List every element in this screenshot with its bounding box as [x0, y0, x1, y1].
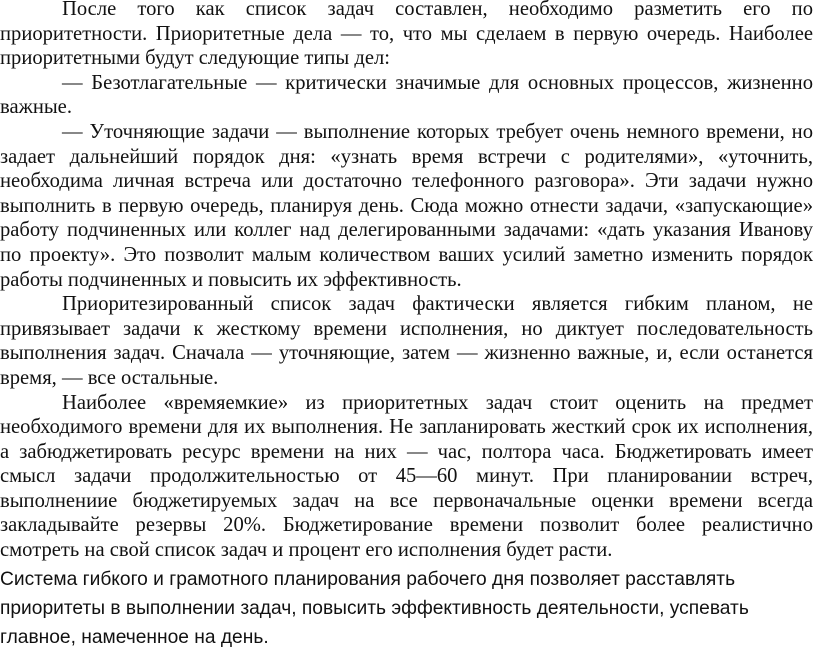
paragraph-time-budgeting: Наиболее «времяемкие» из приоритетных задач стоит оценить на предмет необходимого времени для их выполнения. Не запланировать жесткий срок их исполнения, а забюджетировать ресурс времени на них — час, полтора часа. Бюджетировать имеет смысл задачи продолжительностью от 45—60 минут. При планировании встреч, выполнениие бюджетируемых задач на все первоначальные оценки времени всегда закладывайте резервы 20%. Бюджетирование времени позволит более реалистично смотреть на свой список задач и процент его исполнения будет расти.: [0, 391, 813, 562]
closing-statement: Система гибкого и грамотного планирования рабочего дня позволяет расставлять приоритеты в выполнении задач, повысить эффективность деятельности, успевать главное, намеченное на день.: [0, 568, 749, 648]
paragraph-urgent-tasks: — Безотлагательные — критически значимые для основных процессов, жизненно важные.: [0, 71, 813, 119]
paragraph-priorities-intro: После того как список задач составлен, необходимо разметить его по приоритетности. Приоритетные дела — то, что мы сделаем в первую очередь. Наиболее приоритетными будут следующие типы дел:: [0, 0, 813, 70]
paragraph-flexible-plan: Приоритезированный список задач фактически является гибким планом, не привязывает задачи к жесткому времени исполнения, но диктует последовательность выполнения задач. Сначала — уточняющие, затем — жизненно важные, и, если останется время, — все остальные.: [0, 293, 813, 389]
paragraph-clarifying-tasks: — Уточняющие задачи — выполнение которых требует очень немного времени, но задает дальнейший порядок дня: «узнать время встречи с родителями», «уточнить, необходима личная встреча или достаточно телефонного разговора». Эти задачи нужно выполнить в первую очередь, планируя день. Сюда можно отнести задачи, «запускающие» работу подчиненных или коллег над делегированными задачами: «дать указания Иванову по проекту». Это позволит малым количеством ваших усилий заметно изменить порядок работы подчиненных и повысить их эффективность.: [0, 120, 813, 291]
